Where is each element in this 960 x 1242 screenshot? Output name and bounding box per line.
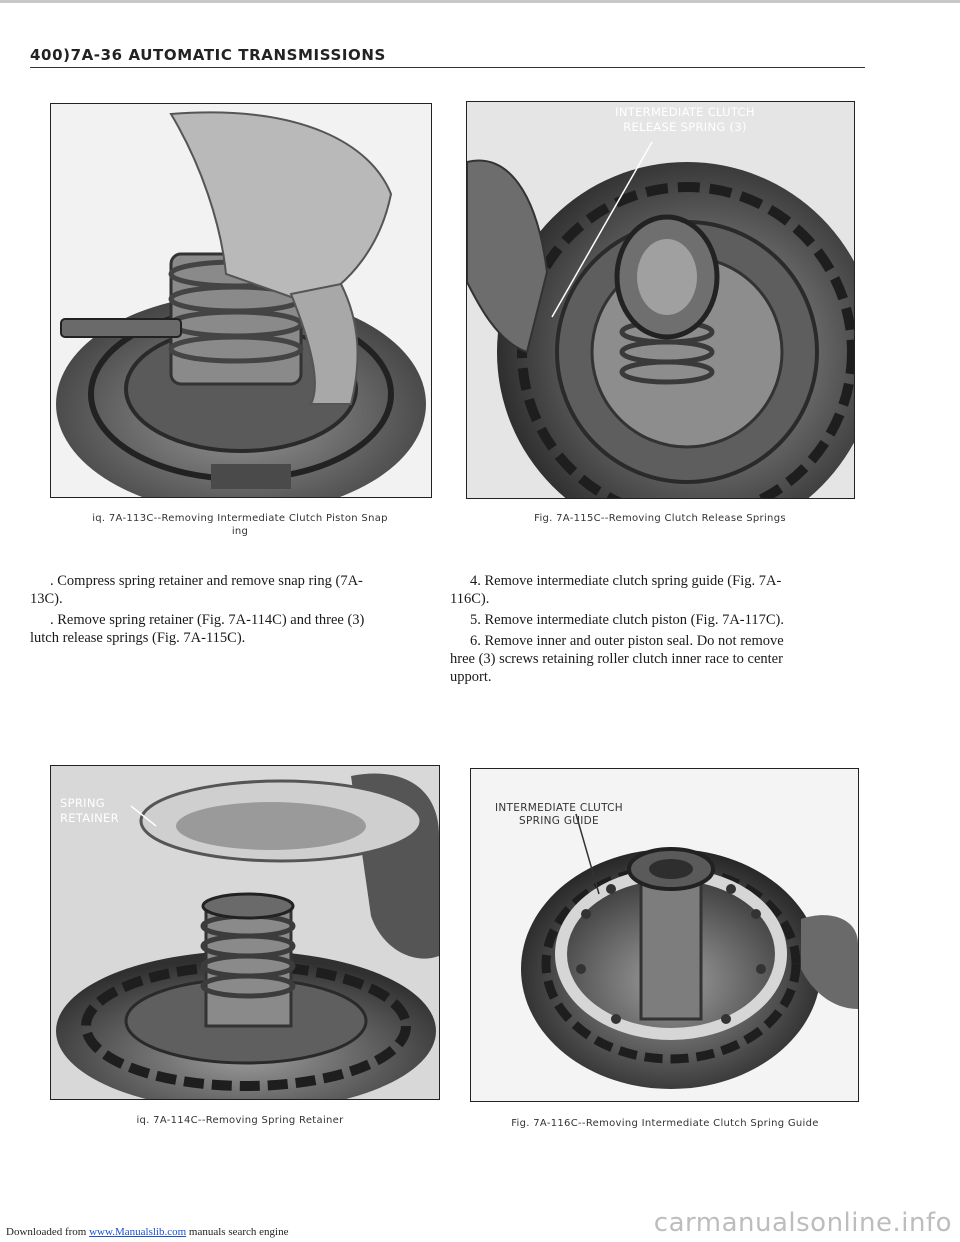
callout-line: SPRING GUIDE [519, 815, 599, 827]
callout-intermediate-clutch-release-spring [590, 105, 780, 135]
header-rule [30, 67, 865, 68]
callout-line: INTERMEDIATE CLUTCH [615, 105, 755, 119]
callout-line: SPRING [60, 796, 105, 810]
step-text: hree (3) screws retaining roller clutch inner race to center [450, 651, 783, 667]
step-text: 5. Remove intermediate clutch piston (Fig. 7A-117C). [470, 612, 784, 628]
figure-caption-7a-115c: Fig. 7A-115C--Removing Clutch Release Springs [534, 513, 786, 524]
page-header-title: 400)7A-36 AUTOMATIC TRANSMISSIONS [30, 46, 386, 64]
callout-line: RELEASE SPRING (3) [623, 120, 747, 134]
footer-manualslib-link[interactable]: www.Manualslib.com [89, 1226, 187, 1238]
caption-line: ing [231, 526, 249, 537]
callout-intermediate-clutch-spring-guide [484, 802, 634, 828]
footer-prefix: Downloaded from [6, 1226, 90, 1238]
right-column-text [450, 572, 870, 689]
step-text: 6. Remove inner and outer piston seal. Do not remove [470, 633, 784, 649]
step-text: 116C). [450, 591, 490, 607]
figure-caption-7a-116c: Fig. 7A-116C--Removing Intermediate Clutch Spring Guide [511, 1118, 819, 1129]
step-text: lutch release springs (Fig. 7A-115C). [30, 630, 246, 646]
step-text: 13C). [30, 591, 63, 607]
footer-download-note [6, 1226, 288, 1238]
figure-caption-7a-114c: iq. 7A-114C--Removing Spring Retainer [136, 1115, 344, 1126]
photo-illustration [51, 104, 431, 497]
step-text: . Remove spring retainer (Fig. 7A-114C) and three (3) [50, 612, 365, 628]
photo-illustration [467, 102, 854, 498]
figure-photo-clutch-piston-snap-ring [50, 103, 432, 498]
callout-line: INTERMEDIATE CLUTCH [495, 802, 623, 814]
watermark-carmanualsonline: carmanualsonline.info [653, 1208, 952, 1238]
callout-spring-retainer [60, 796, 130, 826]
step-text: 4. Remove intermediate clutch spring guide (Fig. 7A- [470, 573, 782, 589]
footer-suffix: manuals search engine [186, 1226, 289, 1238]
callout-line: RETAINER [60, 811, 119, 825]
caption-line: iq. 7A-113C--Removing Intermediate Clutch Piston Snap [92, 513, 388, 524]
figure-photo-clutch-release-springs [466, 101, 855, 499]
page-edge [0, 0, 960, 3]
step-text: upport. [450, 669, 492, 685]
figure-caption-7a-113c [60, 512, 420, 538]
step-text: . Compress spring retainer and remove snap ring (7A- [50, 573, 363, 589]
left-column-text [30, 572, 440, 650]
